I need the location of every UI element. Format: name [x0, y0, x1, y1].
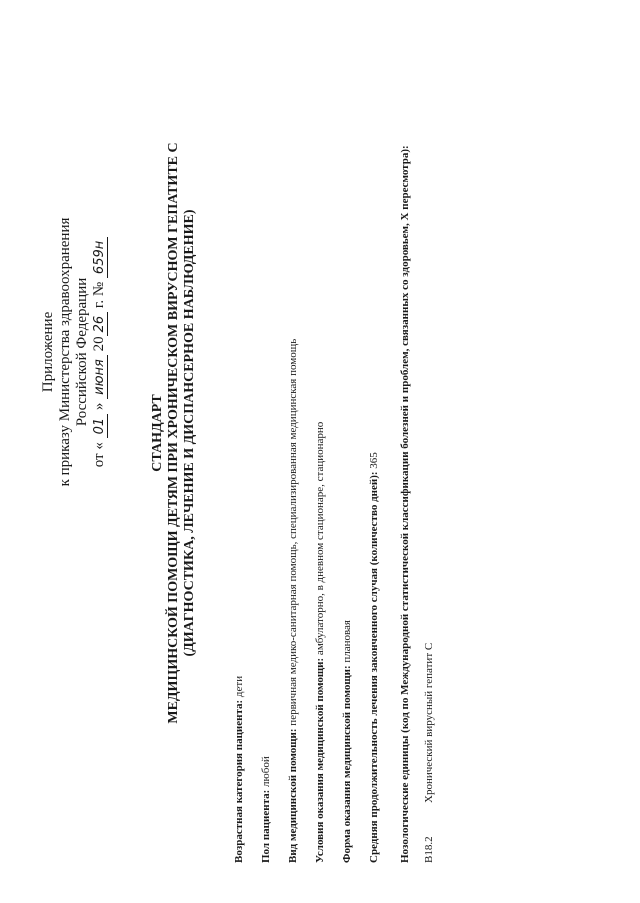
- date-day: 01: [92, 414, 108, 439]
- field-treatment-duration: [367, 33, 394, 863]
- diagnosis-code: B18.2: [423, 836, 435, 863]
- standard-fields: [232, 33, 435, 863]
- year-suffix: г. №: [91, 281, 107, 309]
- appendix-title: Приложение: [40, 311, 56, 393]
- appendix-header: [40, 172, 108, 532]
- field-care-type: [286, 33, 313, 863]
- field-value: первичная медико-санитарная помощь, специализированная медицинская помощь: [287, 338, 299, 729]
- year-prefix: 20: [91, 336, 107, 352]
- field-label: Пол пациента:: [260, 789, 272, 863]
- appendix-order-reference: к приказу Министерства здравоохранения: [57, 217, 73, 487]
- field-value: 365: [368, 452, 380, 472]
- field-nosology: [394, 33, 417, 863]
- appendix-country: Российской Федерации: [74, 277, 90, 427]
- date-month: июня: [92, 355, 108, 399]
- field-label: Средняя продолжительность лечения законченного случая (количество дней):: [368, 471, 380, 863]
- date-year: 26: [92, 312, 108, 337]
- field-label: Условия оказания медицинской помощи:: [314, 657, 326, 863]
- title-standard: СТАНДАРТ: [150, 394, 165, 472]
- field-label: Возрастная категория пациента:: [233, 699, 245, 863]
- appendix-date-line: [91, 172, 108, 532]
- date-separator: »: [91, 402, 107, 411]
- field-value: любой: [260, 756, 272, 790]
- field-value: дети: [233, 675, 245, 700]
- title-subtitle: (ДИАГНОСТИКА, ЛЕЧЕНИЕ И ДИСПАНСЕРНОЕ НАБЛЮДЕНИЕ): [182, 209, 197, 657]
- field-label: Форма оказания медицинской помощи:: [341, 665, 353, 863]
- document-title: [150, 83, 198, 783]
- field-sex: [259, 33, 286, 863]
- field-age-category: [232, 33, 259, 863]
- field-value: плановая: [341, 620, 353, 666]
- title-main: МЕДИЦИНСКОЙ ПОМОЩИ ДЕТЯМ ПРИ ХРОНИЧЕСКОМ ВИРУСНОМ ГЕПАТИТЕ С: [166, 142, 181, 724]
- field-care-conditions: [313, 33, 340, 863]
- field-care-form: [340, 33, 367, 863]
- field-label: Нозологические единицы (код по Международной статистической классификации болезней и проблем, связанных со здоровьем, X пересмотра):: [399, 145, 411, 863]
- field-value: амбулаторно, в дневном стационаре, стационарно: [314, 421, 326, 658]
- field-label: Вид медицинской помощи:: [287, 728, 299, 863]
- diagnosis-name: Хронический вирусный гепатит С: [423, 642, 435, 803]
- order-number: 659н: [92, 237, 108, 278]
- diagnosis-row: [423, 33, 435, 863]
- date-prefix: от «: [91, 442, 107, 468]
